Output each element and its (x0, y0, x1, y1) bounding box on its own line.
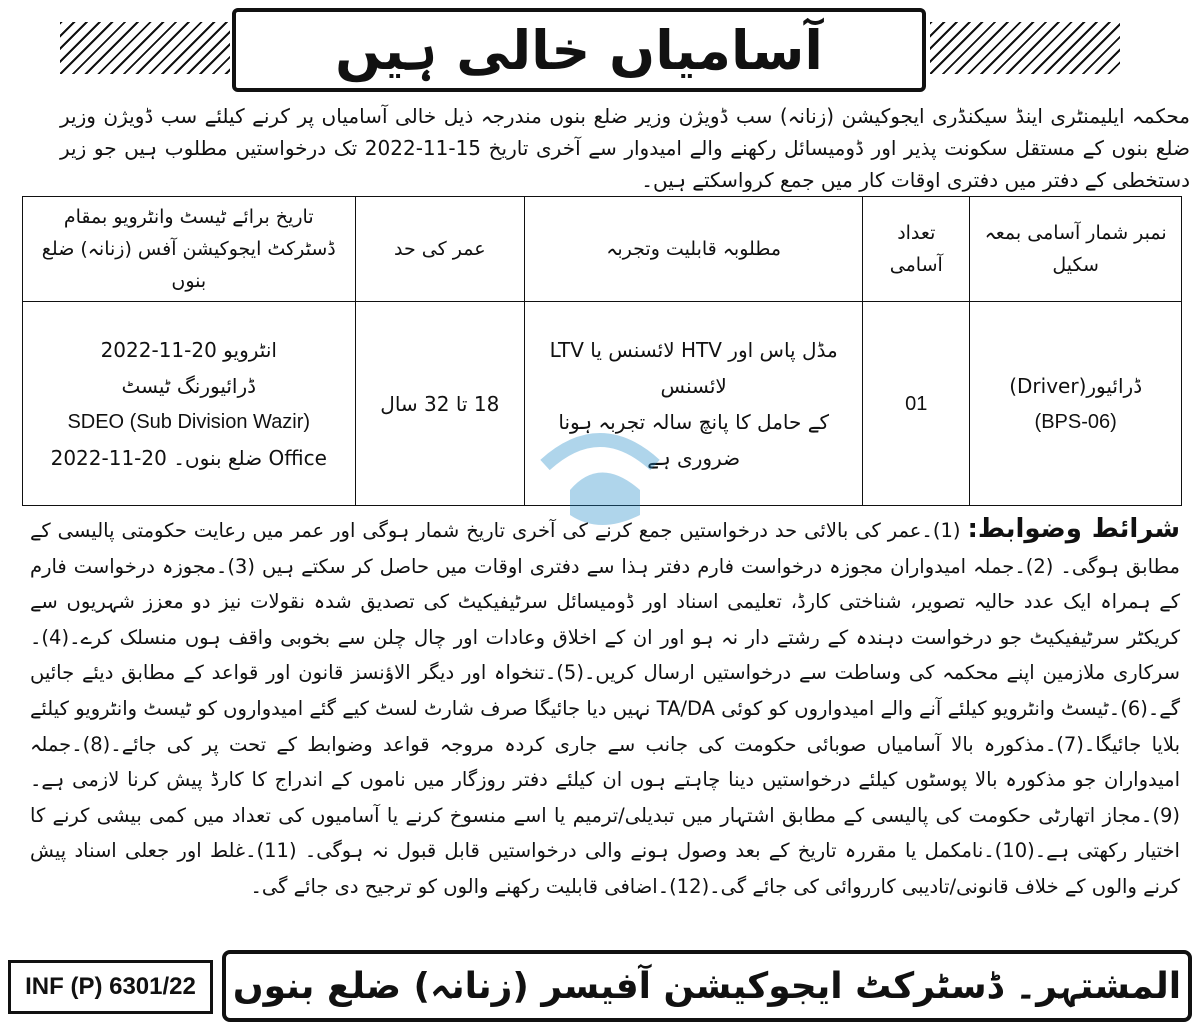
age-limit: 18 تا 32 سال (380, 391, 500, 416)
header-test-date: تاریخ برائے ٹیسٹ وانٹرویو بمقام ڈسٹرکٹ ایجوکیشن آفس (زنانہ) ضلع بنوں (23, 197, 356, 302)
qualification-line-1: مڈل پاس اور HTV لائسنس یا LTV لائسنس (549, 337, 838, 398)
advertiser-banner (222, 950, 1192, 1022)
hatch-band-right (930, 22, 1120, 74)
header-post: نمبر شمار آسامی بمعہ سکیل (970, 197, 1182, 302)
terms-heading: شرائط وضوابط: (967, 514, 1181, 544)
cell-test-date (23, 302, 356, 506)
post-scale: (BPS-06) (1034, 410, 1117, 433)
table-header-row (23, 197, 1182, 302)
venue: SDEO (Sub Division Wazir) (67, 410, 311, 433)
header-age: عمر کی حد (355, 197, 525, 302)
hatch-band-left (60, 22, 230, 74)
cell-post (970, 302, 1182, 506)
cell-count (863, 302, 970, 506)
terms-text: (1)۔عمر کی بالائی حد درخواستیں جمع کرنے کی آخری تاریخ شمار ہوگی اور عمر میں رعایت حکومتی پالیسی کے مطابق ہوگی۔ (2)۔جملہ امیدواران مجوزہ درخواست فارم دفتر ہذا سے دفتری اوقات میں حاصل کر سکتے ہیں (3)۔مجوزہ درخواست فارم کے ہمراہ ایک عدد حالیہ تصویر، شناختی کارڈ، تعلیمی اسناد اور ڈومیسائل سرٹیفیکیٹ کی تصدیق شدہ نقولات نیز دو معزز شہریوں سے کریکٹر سرٹیفیکیٹ جو درخواست دہندہ کے رشتے دار نہ ہو اور ان کے اخلاق وعادات اور چال چلن سے بخوبی واقف ہوں منسلک کرے۔(4)۔سرکاری ملازمین اپنے محکمہ کی وساطت سے درخواستیں ارسال کریں۔(5)۔تنخواہ اور دیگر الاؤنسز قانون اور قواعد کے مطابق دیئے جائیں گے۔(6)۔ٹیسٹ وانٹرویو کیلئے آنے والے امیدواروں کو کوئی TA/DA نہیں دیا جائیگا صرف شارٹ لسٹ کیے گئے امیدواروں کو ٹیسٹ وانٹرویو کیلئے بلایا جائیگا۔(7)۔مذکورہ بالا آسامیاں صوبائی حکومت کی جانب سے جاری کردہ مروجہ قواعد وضوابط کے تحت پر کی جائے۔(8)۔جملہ امیدواران جو مذکورہ بالا پوسٹوں کیلئے درخواستیں دینا چاہتے ہوں ان کیلئے دفتر روزگار میں ناموں کے اندراج کا کارڈ پیش کرنا لازمی ہے۔(9)۔مجاز اتھارٹی حکومت کی پالیسی کے مطابق اشتہار میں تبدیلی/ترمیم یا اسے منسوخ کرنے یا آسامیوں کی تعداد میں کمی بیشی کرنے کا اختیار رکھتی ہے۔(10)۔نامکمل یا مقررہ تاریخ کے بعد وصول ہونے والی درخواستیں قابل قبول نہ ہوگی۔ (11)۔غلط اور جعلی اسناد پیش کرنے والوں کے خلاف قانونی/تادیبی کارروائی کی جائے گی۔(12)۔اضافی قابلیت رکھنے والوں کو ترجیح دی جائے گی۔ (30, 519, 1180, 898)
terms-section (30, 512, 1180, 905)
page-title: آسامیاں خالی ہیں (335, 18, 823, 82)
venue-office: Office ضلع بنوں۔ 20-11-2022 (50, 445, 327, 470)
inf-number: INF (P) 6301/22 (8, 960, 213, 1014)
post-title: ڈرائیور(Driver) (1009, 373, 1143, 398)
advertiser-text: المشتہر۔ ڈسٹرکٹ ایجوکیشن آفیسر (زنانہ) ضلع بنوں (232, 965, 1182, 1007)
interview-date: انٹرویو 20-11-2022 (100, 337, 277, 362)
cell-age (355, 302, 525, 506)
post-count: 01 (905, 393, 928, 415)
title-banner (232, 8, 926, 92)
header-qualification: مطلوبہ قابلیت وتجربہ (525, 197, 863, 302)
qualification-line-2: کے حامل کا پانچ سالہ تجربہ ہونا ضروری ہے (558, 409, 829, 470)
header-count: تعداد آسامی (863, 197, 970, 302)
driving-test: ڈرائیورنگ ٹیسٹ (121, 373, 257, 398)
intro-paragraph: محکمہ ایلیمنٹری اینڈ سیکنڈری ایجوکیشن (زنانہ) سب ڈویژن وزیر ضلع بنوں مندرجہ ذیل خالی آسامیاں پر کرنے کیلئے سب ڈویژن وزیر ضلع بنوں کے مستقل سکونت پذیر اور ڈومیسائل رکھنے والے امیدوار سے آخری تاریخ 15-11-2022 تک درخواستیں مطلوب ہیں جو زیر دستخطی کے دفتر میں دفتری اوقات کار میں جمع کرواسکتے ہیں۔ (60, 104, 1190, 192)
